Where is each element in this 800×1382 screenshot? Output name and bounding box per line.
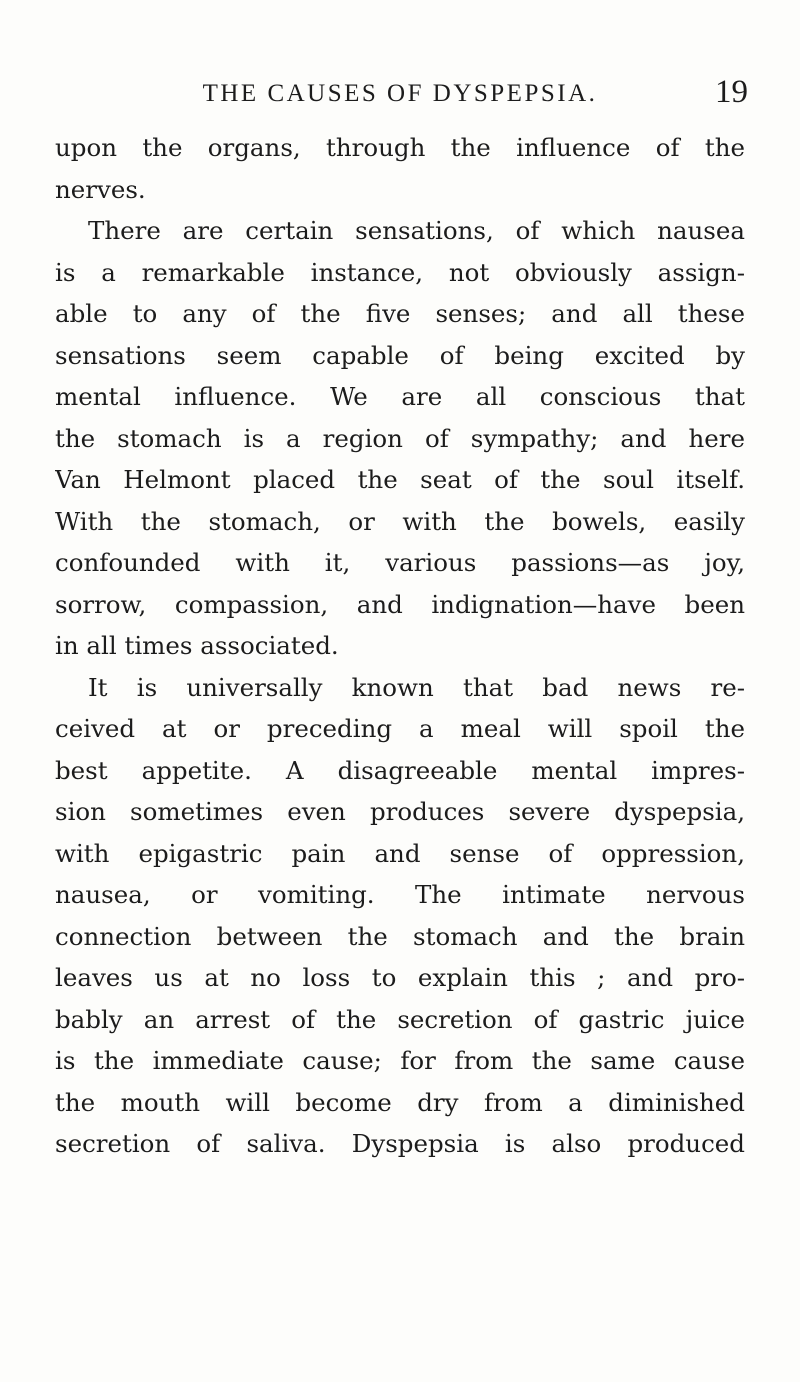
text-line: is a remarkable instance, not obviously assign- xyxy=(55,257,745,287)
text-line: with epigastric pain and sense of oppression, xyxy=(55,838,745,868)
text-line: It is universally known that bad news re- xyxy=(88,672,745,702)
text-line: in all times associated. xyxy=(55,631,339,660)
text-line: sion sometimes even produces severe dyspepsia, xyxy=(55,797,745,826)
text-line: With the stomach, or with the bowels, easily xyxy=(55,506,745,536)
text-line: bably an arrest of the secretion of gastric juice xyxy=(55,1004,745,1034)
text-line: There are certain sensations, of which nausea xyxy=(88,216,745,245)
text-line: mental influence. We are all conscious that xyxy=(55,382,745,411)
text-line: able to any of the five senses; and all these xyxy=(55,299,745,328)
text-line: upon the organs, through the influence of the xyxy=(55,133,745,162)
text-line: leaves us at no loss to explain this ; and pro- xyxy=(55,963,745,992)
text-line: the mouth will become dry from a diminished xyxy=(55,1087,745,1117)
text-line: the stomach is a region of sympathy; and here xyxy=(55,423,745,453)
text-line: ceived at or preceding a meal will spoil the xyxy=(55,714,745,743)
text-line: connection between the stomach and the brain xyxy=(55,921,745,951)
running-head: THE CAUSES OF DYSPEPSIA. xyxy=(202,80,598,107)
text-line: nerves. xyxy=(55,174,146,204)
text-line: confounded with it, various passions—as joy, xyxy=(55,548,745,577)
page-header xyxy=(60,74,748,122)
page-number: 19 xyxy=(715,74,748,110)
body-text xyxy=(55,127,745,1165)
text-line: sorrow, compassion, and indignation—have been xyxy=(55,589,745,619)
text-line: best appetite. A disagreeable mental impres- xyxy=(55,755,745,785)
text-line: is the immediate cause; for from the same cause xyxy=(55,1046,745,1075)
text-line: sensations seem capable of being excited by xyxy=(55,340,745,370)
text-line: Van Helmont placed the seat of the soul itself. xyxy=(55,465,745,494)
text-line: secretion of saliva. Dyspepsia is also produced xyxy=(55,1129,745,1158)
text-line: nausea, or vomiting. The intimate nervous xyxy=(55,880,745,909)
